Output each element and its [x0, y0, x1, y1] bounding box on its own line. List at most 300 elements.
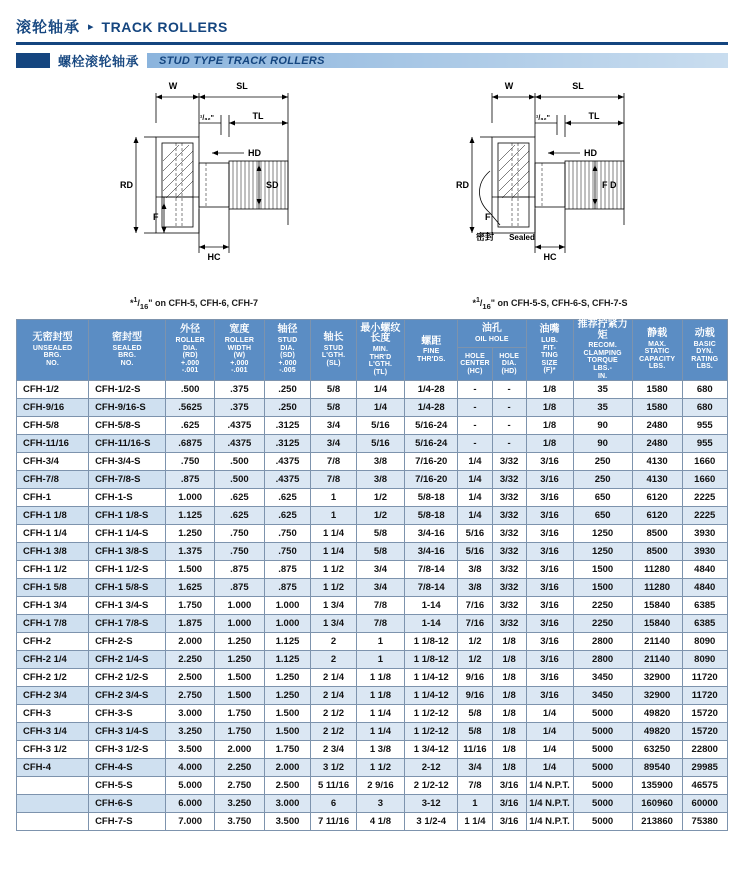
th-hole-dia	[492, 348, 526, 381]
table-cell: 1.250	[264, 687, 311, 705]
table-cell: 4130	[632, 471, 682, 489]
table-cell: 3-12	[405, 795, 458, 813]
table-cell: 2 1/2	[311, 705, 356, 723]
table-cell: -	[492, 435, 526, 453]
table-cell: .4375	[264, 471, 311, 489]
table-cell: 1.500	[215, 687, 264, 705]
table-cell: 5/16	[458, 543, 493, 561]
table-cell: 1.625	[166, 579, 215, 597]
subheader-tag	[16, 53, 50, 68]
table-cell: 2.500	[166, 669, 215, 687]
table-cell: 6120	[632, 507, 682, 525]
table-cell: 3 1/2	[311, 759, 356, 777]
table-cell: 3 1/2-4	[405, 813, 458, 831]
table-cell: CFH-5/8	[17, 417, 89, 435]
table-row	[17, 813, 728, 831]
table-cell: 11280	[632, 579, 682, 597]
table-row	[17, 471, 728, 489]
table-cell: 1500	[573, 561, 632, 579]
table-cell: .750	[264, 543, 311, 561]
th-roller-dia-en: ROLLER DIA. (RD) +.000 -.001	[175, 336, 205, 375]
table-cell: 5000	[573, 777, 632, 795]
table-cell: 4 1/8	[356, 813, 405, 831]
table-cell: CFH-4	[17, 759, 89, 777]
table-cell: 1/4	[458, 489, 493, 507]
table-cell: 1 1/4	[356, 705, 405, 723]
table-cell: 1 1/8-12	[405, 633, 458, 651]
table-cell: CFH-1 1/4	[17, 525, 89, 543]
table-cell: -	[492, 399, 526, 417]
table-cell: 11/16	[458, 741, 493, 759]
table-cell: .625	[215, 489, 264, 507]
table-head	[17, 319, 728, 380]
table-cell: 3/32	[492, 543, 526, 561]
table-cell: 5/16	[356, 435, 405, 453]
table-cell: 955	[682, 417, 728, 435]
table-row	[17, 435, 728, 453]
table-cell: 11280	[632, 561, 682, 579]
table-cell: 1.500	[264, 705, 311, 723]
table-cell: 2.000	[264, 759, 311, 777]
table-cell: 63250	[632, 741, 682, 759]
table-cell: 1.375	[166, 543, 215, 561]
table-cell: 4130	[632, 453, 682, 471]
table-cell: CFH-1 1/2-S	[89, 561, 166, 579]
table-cell: .6875	[166, 435, 215, 453]
sealed-drawing	[372, 75, 728, 275]
table-cell: 8500	[632, 525, 682, 543]
table-row	[17, 489, 728, 507]
table-cell: 2480	[632, 417, 682, 435]
table-cell: CFH-3 1/4-S	[89, 723, 166, 741]
th-torque: 推荐拧紧力矩 RECOM. CLAMPING TORQUE LBS.- IN.	[573, 319, 632, 380]
table-cell: 1 1/8-12	[405, 651, 458, 669]
th-roller-dia: 外径 ROLLER DIA. (RD) +.000 -.001	[166, 319, 215, 380]
table-cell: CFH-1 1/8	[17, 507, 89, 525]
table-cell: CFH-3 1/2-S	[89, 741, 166, 759]
table-cell: 6	[311, 795, 356, 813]
table-cell: 3/32	[492, 525, 526, 543]
table-cell: .750	[215, 543, 264, 561]
table-cell: 5000	[573, 813, 632, 831]
table-cell: 1/4 N.P.T.	[526, 813, 573, 831]
table-cell: .750	[215, 525, 264, 543]
table-cell: 46575	[682, 777, 728, 795]
table-cell: 2225	[682, 507, 728, 525]
table-cell: 3/16	[492, 795, 526, 813]
table-cell: -	[492, 417, 526, 435]
table-cell: 7/8	[311, 471, 356, 489]
table-cell: 3930	[682, 543, 728, 561]
table-cell: 1/8	[492, 633, 526, 651]
table-cell: 250	[573, 453, 632, 471]
label-rd: RD	[120, 180, 133, 190]
table-cell: 1.500	[215, 669, 264, 687]
table-cell: CFH-1 3/4	[17, 597, 89, 615]
table-cell: 1 1/4-12	[405, 669, 458, 687]
label-fraction-sealed: ¹/₃₂"	[536, 115, 550, 122]
table-cell: 7/16	[458, 615, 493, 633]
table-cell: 1660	[682, 471, 728, 489]
th-roller-width: 宽度 ROLLER WIDTH (W) +.000 -.001	[215, 319, 264, 380]
table-cell	[17, 777, 89, 795]
table-cell: CFH-1 3/8	[17, 543, 89, 561]
table-cell: .250	[264, 381, 311, 399]
table-cell: 1.000	[215, 597, 264, 615]
table-cell: 1/8	[492, 705, 526, 723]
table-cell: 3/32	[492, 597, 526, 615]
table-cell: 2.500	[264, 777, 311, 795]
table-row	[17, 381, 728, 399]
table-cell: 5000	[573, 759, 632, 777]
table-cell: 1	[356, 651, 405, 669]
table-cell: 1.250	[215, 633, 264, 651]
table-cell: 90	[573, 417, 632, 435]
table-cell: 1.000	[264, 615, 311, 633]
table-cell: CFH-1/2-S	[89, 381, 166, 399]
table-cell: 6.000	[166, 795, 215, 813]
table-cell: CFH-2 3/4-S	[89, 687, 166, 705]
table-cell: 1 1/8	[356, 687, 405, 705]
table-cell: 3.750	[215, 813, 264, 831]
label-hd: HD	[248, 148, 261, 158]
table-cell: 5/8	[458, 723, 493, 741]
table-cell: 5/8	[311, 381, 356, 399]
table-cell: 650	[573, 507, 632, 525]
table-cell: CFH-1 3/4-S	[89, 597, 166, 615]
table-cell: 1 1/2	[356, 759, 405, 777]
section-subheader	[16, 52, 728, 69]
table-cell: 1	[311, 507, 356, 525]
specifications-table	[16, 319, 728, 831]
table-cell: CFH-5/8-S	[89, 417, 166, 435]
table-header-row-1	[17, 319, 728, 347]
table-cell: -	[492, 381, 526, 399]
table-cell: CFH-1 5/8-S	[89, 579, 166, 597]
table-cell: CFH-1 5/8	[17, 579, 89, 597]
table-cell: 1/4-28	[405, 381, 458, 399]
table-cell: 3/4	[356, 579, 405, 597]
table-cell: 35	[573, 381, 632, 399]
table-cell: 3.250	[166, 723, 215, 741]
table-row	[17, 597, 728, 615]
table-cell: 2.000	[215, 741, 264, 759]
table-cell: 2	[311, 651, 356, 669]
table-cell: 3.000	[264, 795, 311, 813]
table-cell: 1/4-28	[405, 399, 458, 417]
table-row	[17, 651, 728, 669]
table-cell: 1/8	[492, 759, 526, 777]
table-cell: 5/16-24	[405, 435, 458, 453]
table-cell: 1/4 N.P.T.	[526, 795, 573, 813]
th-static-en: MAX. STATIC CAPACITY LBS.	[639, 340, 676, 371]
label-hc: HC	[207, 252, 221, 262]
table-cell: .875	[264, 561, 311, 579]
table-cell: 3/4	[356, 561, 405, 579]
table-row	[17, 507, 728, 525]
table-row	[17, 795, 728, 813]
table-cell: 1 1/2-12	[405, 705, 458, 723]
table-cell: .875	[215, 579, 264, 597]
table-cell: 3/16	[526, 507, 573, 525]
table-cell: 1/4	[526, 741, 573, 759]
table-cell: 1 1/2	[311, 579, 356, 597]
table-cell: .3125	[264, 417, 311, 435]
label-fraction: ¹/₃₂"	[200, 115, 214, 122]
table-cell: 1/8	[526, 381, 573, 399]
table-cell: 7/16-20	[405, 471, 458, 489]
table-cell: 1/8	[492, 669, 526, 687]
table-cell: 60000	[682, 795, 728, 813]
table-cell: 2.000	[166, 633, 215, 651]
table-cell: .500	[215, 471, 264, 489]
table-cell: 2250	[573, 597, 632, 615]
table-cell: 3930	[682, 525, 728, 543]
table-cell: 1/2	[356, 489, 405, 507]
table-cell: 22800	[682, 741, 728, 759]
table-cell: CFH-1 7/8	[17, 615, 89, 633]
table-cell: 1 1/4	[311, 525, 356, 543]
table-cell: 1.250	[215, 651, 264, 669]
table-cell: 3/32	[492, 615, 526, 633]
table-cell: 1/8	[492, 687, 526, 705]
table-cell: 7/8	[356, 615, 405, 633]
header-title-cn: 滚轮轴承	[16, 19, 81, 36]
table-cell: CFH-2-S	[89, 633, 166, 651]
th-static: 静载 MAX. STATIC CAPACITY LBS.	[632, 319, 682, 380]
th-oil-hole-group: 油孔 OIL HOLE	[458, 319, 526, 347]
table-cell: 15720	[682, 723, 728, 741]
table-cell: 7.000	[166, 813, 215, 831]
table-cell: 3/16	[492, 813, 526, 831]
table-cell: 650	[573, 489, 632, 507]
label-hc-sealed: HC	[543, 252, 557, 262]
table-cell: 1/4	[458, 471, 493, 489]
table-cell: 5000	[573, 723, 632, 741]
table-cell: .750	[166, 453, 215, 471]
label-tl: TL	[252, 111, 264, 121]
diagram-unsealed	[16, 75, 372, 295]
table-cell: 3/16	[526, 471, 573, 489]
table-cell: 1 3/8	[356, 741, 405, 759]
table-cell: 1/4	[526, 705, 573, 723]
label-tl-sealed: TL	[588, 111, 600, 121]
table-cell: .625	[166, 417, 215, 435]
table-cell: 1250	[573, 543, 632, 561]
table-cell: 11720	[682, 669, 728, 687]
th-hole-center-en: HOLE CENTER (HC)	[460, 352, 490, 375]
table-cell: 49820	[632, 705, 682, 723]
table-cell: .500	[166, 381, 215, 399]
table-cell: 32900	[632, 687, 682, 705]
table-cell: 250	[573, 471, 632, 489]
table-cell: 1 1/4-12	[405, 687, 458, 705]
table-cell: 1	[458, 795, 493, 813]
table-cell: 1580	[632, 381, 682, 399]
table-cell: 1.250	[264, 669, 311, 687]
table-cell: 1.750	[166, 597, 215, 615]
table-cell: CFH-3/4-S	[89, 453, 166, 471]
table-cell: 9/16	[458, 687, 493, 705]
table-cell: 1/2	[458, 633, 493, 651]
seal-label-cn: 密封	[475, 232, 495, 242]
table-cell: 2800	[573, 651, 632, 669]
table-row	[17, 741, 728, 759]
table-cell: 3/16	[526, 597, 573, 615]
table-cell: 1.000	[264, 597, 311, 615]
table-cell: .375	[215, 399, 264, 417]
table-cell: CFH-1/2	[17, 381, 89, 399]
table-cell: 1/8	[526, 417, 573, 435]
diagram-sealed	[372, 75, 728, 295]
table-cell: 5/8	[356, 543, 405, 561]
table-cell: 1/4	[356, 399, 405, 417]
table-cell: 1/8	[492, 741, 526, 759]
table-cell: 5.000	[166, 777, 215, 795]
table-cell: 3/16	[526, 687, 573, 705]
table-cell: CFH-7/8	[17, 471, 89, 489]
table-cell: 1.750	[215, 723, 264, 741]
table-row	[17, 633, 728, 651]
table-cell: 1 1/8	[356, 669, 405, 687]
table-cell: CFH-5-S	[89, 777, 166, 795]
table-cell: 1/4 N.P.T.	[526, 777, 573, 795]
table-cell: 2480	[632, 435, 682, 453]
table-cell: .500	[215, 453, 264, 471]
table-cell: .875	[215, 561, 264, 579]
table-cell: 3/4-16	[405, 525, 458, 543]
table-cell: 4.000	[166, 759, 215, 777]
label-f2-sealed: F D	[602, 180, 617, 190]
th-stud-length: 轴长 STUD L'GTH. (SL)	[311, 319, 356, 380]
table-cell: 1-14	[405, 615, 458, 633]
table-cell: 2 1/2	[311, 723, 356, 741]
table-cell: 2.250	[166, 651, 215, 669]
table-cell: 3/8	[356, 471, 405, 489]
table-cell: 21140	[632, 651, 682, 669]
table-cell: 3/8	[458, 561, 493, 579]
table-cell: 1660	[682, 453, 728, 471]
th-roller-width-en: ROLLER WIDTH (W) +.000 -.001	[224, 336, 255, 375]
header-rule	[16, 42, 728, 45]
table-row	[17, 759, 728, 777]
table-cell: 2800	[573, 633, 632, 651]
table-cell: 1.500	[166, 561, 215, 579]
table-cell: 1/8	[526, 399, 573, 417]
table-cell: CFH-2 3/4	[17, 687, 89, 705]
table-cell: 5 11/16	[311, 777, 356, 795]
table-cell: CFH-7-S	[89, 813, 166, 831]
table-cell: 680	[682, 381, 728, 399]
table-row	[17, 543, 728, 561]
table-row	[17, 669, 728, 687]
table-cell: 3/16	[526, 489, 573, 507]
table-cell: CFH-4-S	[89, 759, 166, 777]
th-unsealed: 无密封型 UNSEALED BRG. NO.	[17, 319, 89, 380]
caption-unsealed: $*^1/_{16}$" on CFH-5, CFH-6, CFH-7	[129, 297, 259, 311]
table-cell: 3.000	[166, 705, 215, 723]
table-cell: 2	[311, 633, 356, 651]
table-cell: CFH-2	[17, 633, 89, 651]
table-cell: 3/32	[492, 579, 526, 597]
table-cell: 1/4	[526, 723, 573, 741]
table-row	[17, 687, 728, 705]
table-cell: CFH-1 1/4-S	[89, 525, 166, 543]
table-row	[17, 417, 728, 435]
table-cell: .4375	[215, 435, 264, 453]
table-cell: 3/32	[492, 507, 526, 525]
table-cell: 1 3/4	[311, 615, 356, 633]
th-hole-center	[458, 348, 493, 381]
table-cell: 15840	[632, 615, 682, 633]
table-cell: 1 1/4	[458, 813, 493, 831]
table-cell: 9/16	[458, 669, 493, 687]
table-cell: CFH-3/4	[17, 453, 89, 471]
table-cell: 1/4	[356, 381, 405, 399]
table-cell: 3/32	[492, 471, 526, 489]
table-cell: 6385	[682, 597, 728, 615]
table-row	[17, 777, 728, 795]
table-cell: 3/4	[311, 417, 356, 435]
table-row	[17, 615, 728, 633]
table-cell: 1/8	[492, 723, 526, 741]
table-cell: 3/8	[356, 453, 405, 471]
table-cell: 3.500	[166, 741, 215, 759]
table-cell: CFH-1 1/2	[17, 561, 89, 579]
table-cell: 3/16	[526, 615, 573, 633]
table-cell: 1	[311, 489, 356, 507]
table-cell: 2 1/4	[311, 669, 356, 687]
table-cell: CFH-6-S	[89, 795, 166, 813]
table-cell	[17, 795, 89, 813]
label-f-sealed: F	[485, 212, 491, 222]
table-cell: 1.125	[264, 651, 311, 669]
table-cell: 29985	[682, 759, 728, 777]
table-cell: 3/16	[526, 669, 573, 687]
table-cell: 90	[573, 435, 632, 453]
table-cell: 1/2	[458, 651, 493, 669]
table-cell: 3/16	[526, 633, 573, 651]
table-cell: 1.000	[166, 489, 215, 507]
table-body	[17, 381, 728, 831]
table-cell: 7/8	[356, 597, 405, 615]
table-cell: 1 1/2	[311, 561, 356, 579]
table-cell: 3450	[573, 669, 632, 687]
table-cell: 1/2	[356, 507, 405, 525]
table-cell: .3125	[264, 435, 311, 453]
table-cell: .625	[264, 507, 311, 525]
table-cell: 2 3/4	[311, 741, 356, 759]
subheader-title-cn: 螺栓滚轮轴承	[58, 54, 140, 69]
table-cell: .4375	[264, 453, 311, 471]
table-cell: 3450	[573, 687, 632, 705]
table-cell: 89540	[632, 759, 682, 777]
table-cell: 32900	[632, 669, 682, 687]
table-cell: 15840	[632, 597, 682, 615]
table-cell: 1.250	[166, 525, 215, 543]
table-cell: 8500	[632, 543, 682, 561]
table-cell: 1.750	[215, 705, 264, 723]
table-cell: 1.500	[264, 723, 311, 741]
table-cell: 1.875	[166, 615, 215, 633]
table-cell: 1580	[632, 399, 682, 417]
table-cell: -	[458, 399, 493, 417]
table-cell: 3/4	[311, 435, 356, 453]
table-row	[17, 399, 728, 417]
subheader-title-en: STUD TYPE TRACK ROLLERS	[159, 54, 325, 67]
label-rd-sealed: RD	[456, 180, 469, 190]
table-cell: 160960	[632, 795, 682, 813]
